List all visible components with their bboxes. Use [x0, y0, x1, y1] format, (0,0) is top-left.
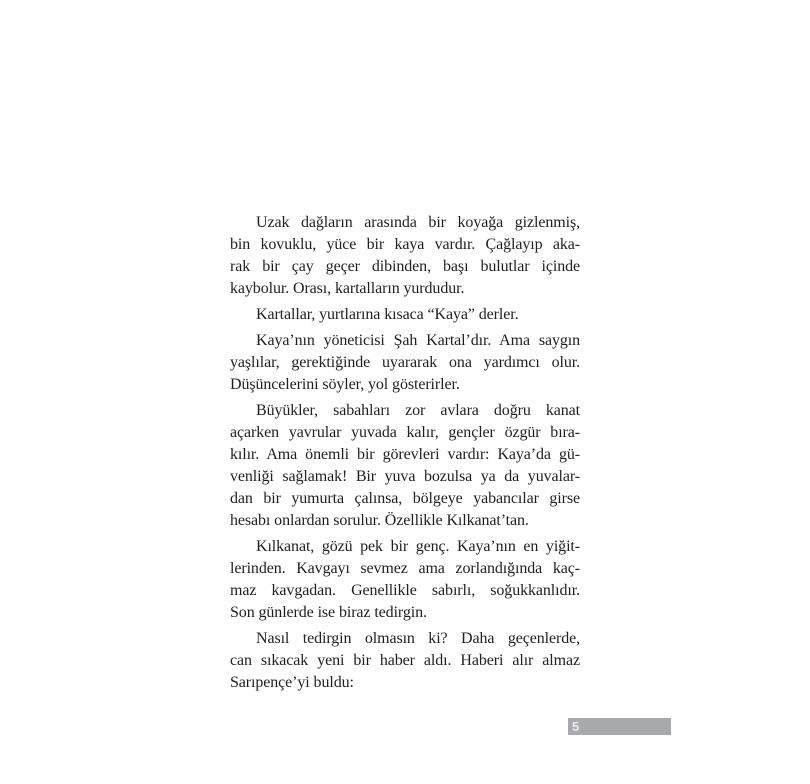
text-line: Uzak dağların arasında bir koyağa gizlenmiş,	[256, 214, 580, 231]
text-line: can sıkacak yeni bir haber aldı. Haberi alır almaz	[230, 652, 580, 669]
paragraph	[230, 330, 580, 396]
text-line: açarken yavrular yuvada kalır, gençler özgür bıra-	[230, 424, 580, 441]
text-line: Kaya’nın yöneticisi Şah Kartal’dır. Ama saygın	[256, 332, 580, 349]
text-line: Son günlerde ise biraz tedirgin.	[230, 604, 427, 621]
paragraph	[230, 304, 580, 326]
page-number: 5	[572, 719, 580, 734]
page-number-bar	[568, 718, 671, 735]
text-line: Sarıpençe’yi buldu:	[230, 674, 354, 691]
text-line: venliği sağlamak! Bir yuva bozulsa ya da yuvalar-	[230, 468, 580, 485]
text-line: kılır. Ama önemli bir görevleri vardır: Kaya’da gü-	[230, 446, 580, 463]
text-line: yaşlılar, gerektiğinde uyararak ona yardımcı olur.	[230, 354, 580, 371]
text-line: hesabı onlardan sorulur. Özellikle Kılkanat’tan.	[230, 512, 529, 529]
text-line: Kılkanat, gözü pek bir genç. Kaya’nın en yiğit-	[256, 538, 580, 555]
text-block	[230, 212, 580, 698]
text-line: maz kavgadan. Genellikle sabırlı, soğukkanlıdır.	[230, 582, 580, 599]
text-line: dan bir yumurta çalınsa, bölgeye yabancılar girse	[230, 490, 580, 507]
text-line: bin kovuklu, yüce bir kaya vardır. Çağlayıp aka-	[230, 236, 580, 253]
text-line: Büyükler, sabahları zor avlara doğru kanat	[256, 402, 580, 419]
text-line: rak bir çay geçer dibinden, başı bulutlar içinde	[230, 258, 580, 275]
text-line: Düşüncelerini söyler, yol gösterirler.	[230, 376, 460, 393]
text-line: Nasıl tedirgin olmasın ki? Daha geçenlerde,	[256, 630, 580, 647]
paragraph	[230, 536, 580, 624]
paragraph	[230, 628, 580, 694]
paragraph	[230, 400, 580, 532]
text-line: kaybolur. Orası, kartalların yurdudur.	[230, 280, 465, 297]
text-line: Kartallar, yurtlarına kısaca “Kaya” derler.	[256, 306, 519, 323]
paragraph	[230, 212, 580, 300]
text-line: lerinden. Kavgayı sevmez ama zorlandığında kaç-	[230, 560, 580, 577]
